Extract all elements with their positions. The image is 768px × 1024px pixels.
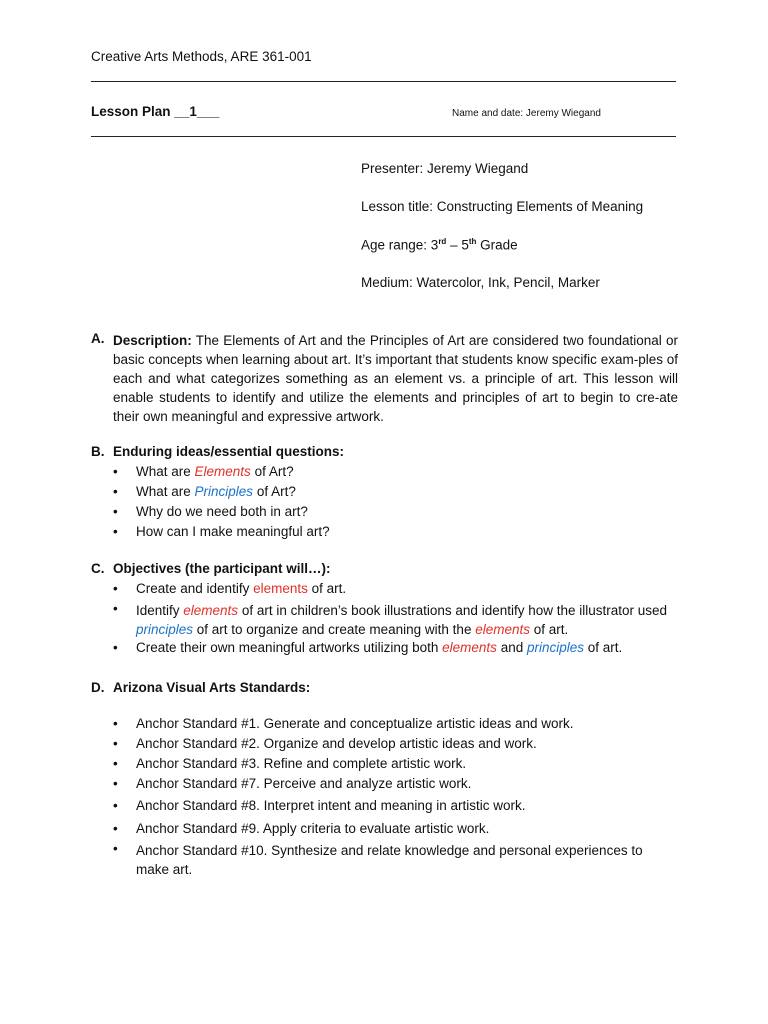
medium: Medium: Watercolor, Ink, Pencil, Marker	[361, 275, 600, 290]
course-title: Creative Arts Methods, ARE 361-001	[91, 49, 312, 64]
list-item: What are Elements of Art?	[136, 464, 294, 479]
section-d-heading: Arizona Visual Arts Standards:	[113, 680, 311, 695]
bullet-icon: •	[113, 504, 118, 519]
bullet-icon: •	[113, 821, 118, 836]
bullet-icon: •	[113, 464, 118, 479]
list-item: How can I make meaningful art?	[136, 524, 330, 539]
bullet-icon: •	[113, 736, 118, 751]
bullet-icon: •	[113, 841, 118, 856]
list-item: Create their own meaningful artworks utilizing both elements and principles of art.	[136, 640, 623, 655]
section-a-description: Description: The Elements of Art and the Principles of Art are considered two foundational or basic concepts when learning about art. It’s important that students know specific exam-ples of each and what categorizes something as an element vs. a principle of art. This lesson will enable students to identify and utilize the elements and principles of art to begin to cre-ate their own meaningful and expressive artwork.	[113, 333, 678, 424]
section-c-heading: Objectives (the participant will…):	[113, 561, 331, 576]
section-d-letter: D.	[91, 680, 105, 695]
bullet-icon: •	[113, 716, 118, 731]
bullet-icon: •	[113, 756, 118, 771]
lesson-plan-heading: Lesson Plan __1___	[91, 104, 220, 119]
presenter: Presenter: Jeremy Wiegand	[361, 161, 529, 176]
divider	[91, 81, 676, 82]
list-item: Anchor Standard #10. Synthesize and relate knowledge and personal experiences to make art.	[136, 843, 643, 877]
list-item: Anchor Standard #3. Refine and complete artistic work.	[136, 756, 467, 771]
list-item: Anchor Standard #8. Interpret intent and meaning in artistic work.	[136, 798, 526, 813]
section-a-letter: A.	[91, 331, 105, 346]
list-item: Why do we need both in art?	[136, 504, 308, 519]
divider	[91, 136, 676, 137]
bullet-icon: •	[113, 640, 118, 655]
section-b-heading: Enduring ideas/essential questions:	[113, 444, 345, 459]
list-item: Anchor Standard #9. Apply criteria to evaluate artistic work.	[136, 821, 490, 836]
bullet-icon: •	[113, 601, 118, 616]
list-item: Create and identify elements of art.	[136, 581, 347, 596]
bullet-icon: •	[113, 798, 118, 813]
age-range: Age range: 3rd – 5th Grade	[361, 237, 518, 253]
bullet-icon: •	[113, 581, 118, 596]
bullet-icon: •	[113, 484, 118, 499]
bullet-icon: •	[113, 776, 118, 791]
section-b-letter: B.	[91, 444, 105, 459]
list-item: What are Principles of Art?	[136, 484, 296, 499]
bullet-icon: •	[113, 524, 118, 539]
list-item: Anchor Standard #1. Generate and conceptualize artistic ideas and work.	[136, 716, 574, 731]
lesson-title: Lesson title: Constructing Elements of Meaning	[361, 199, 644, 214]
section-c-letter: C.	[91, 561, 105, 576]
name-and-date: Name and date: Jeremy Wiegand	[452, 108, 601, 119]
list-item: Identify elements of art in children’s book illustrations and identify how the illustrator used principles of art to organize and create meaning with the elements of art.	[136, 603, 668, 637]
list-item: Anchor Standard #7. Perceive and analyze artistic work.	[136, 776, 472, 791]
list-item: Anchor Standard #2. Organize and develop artistic ideas and work.	[136, 736, 537, 751]
